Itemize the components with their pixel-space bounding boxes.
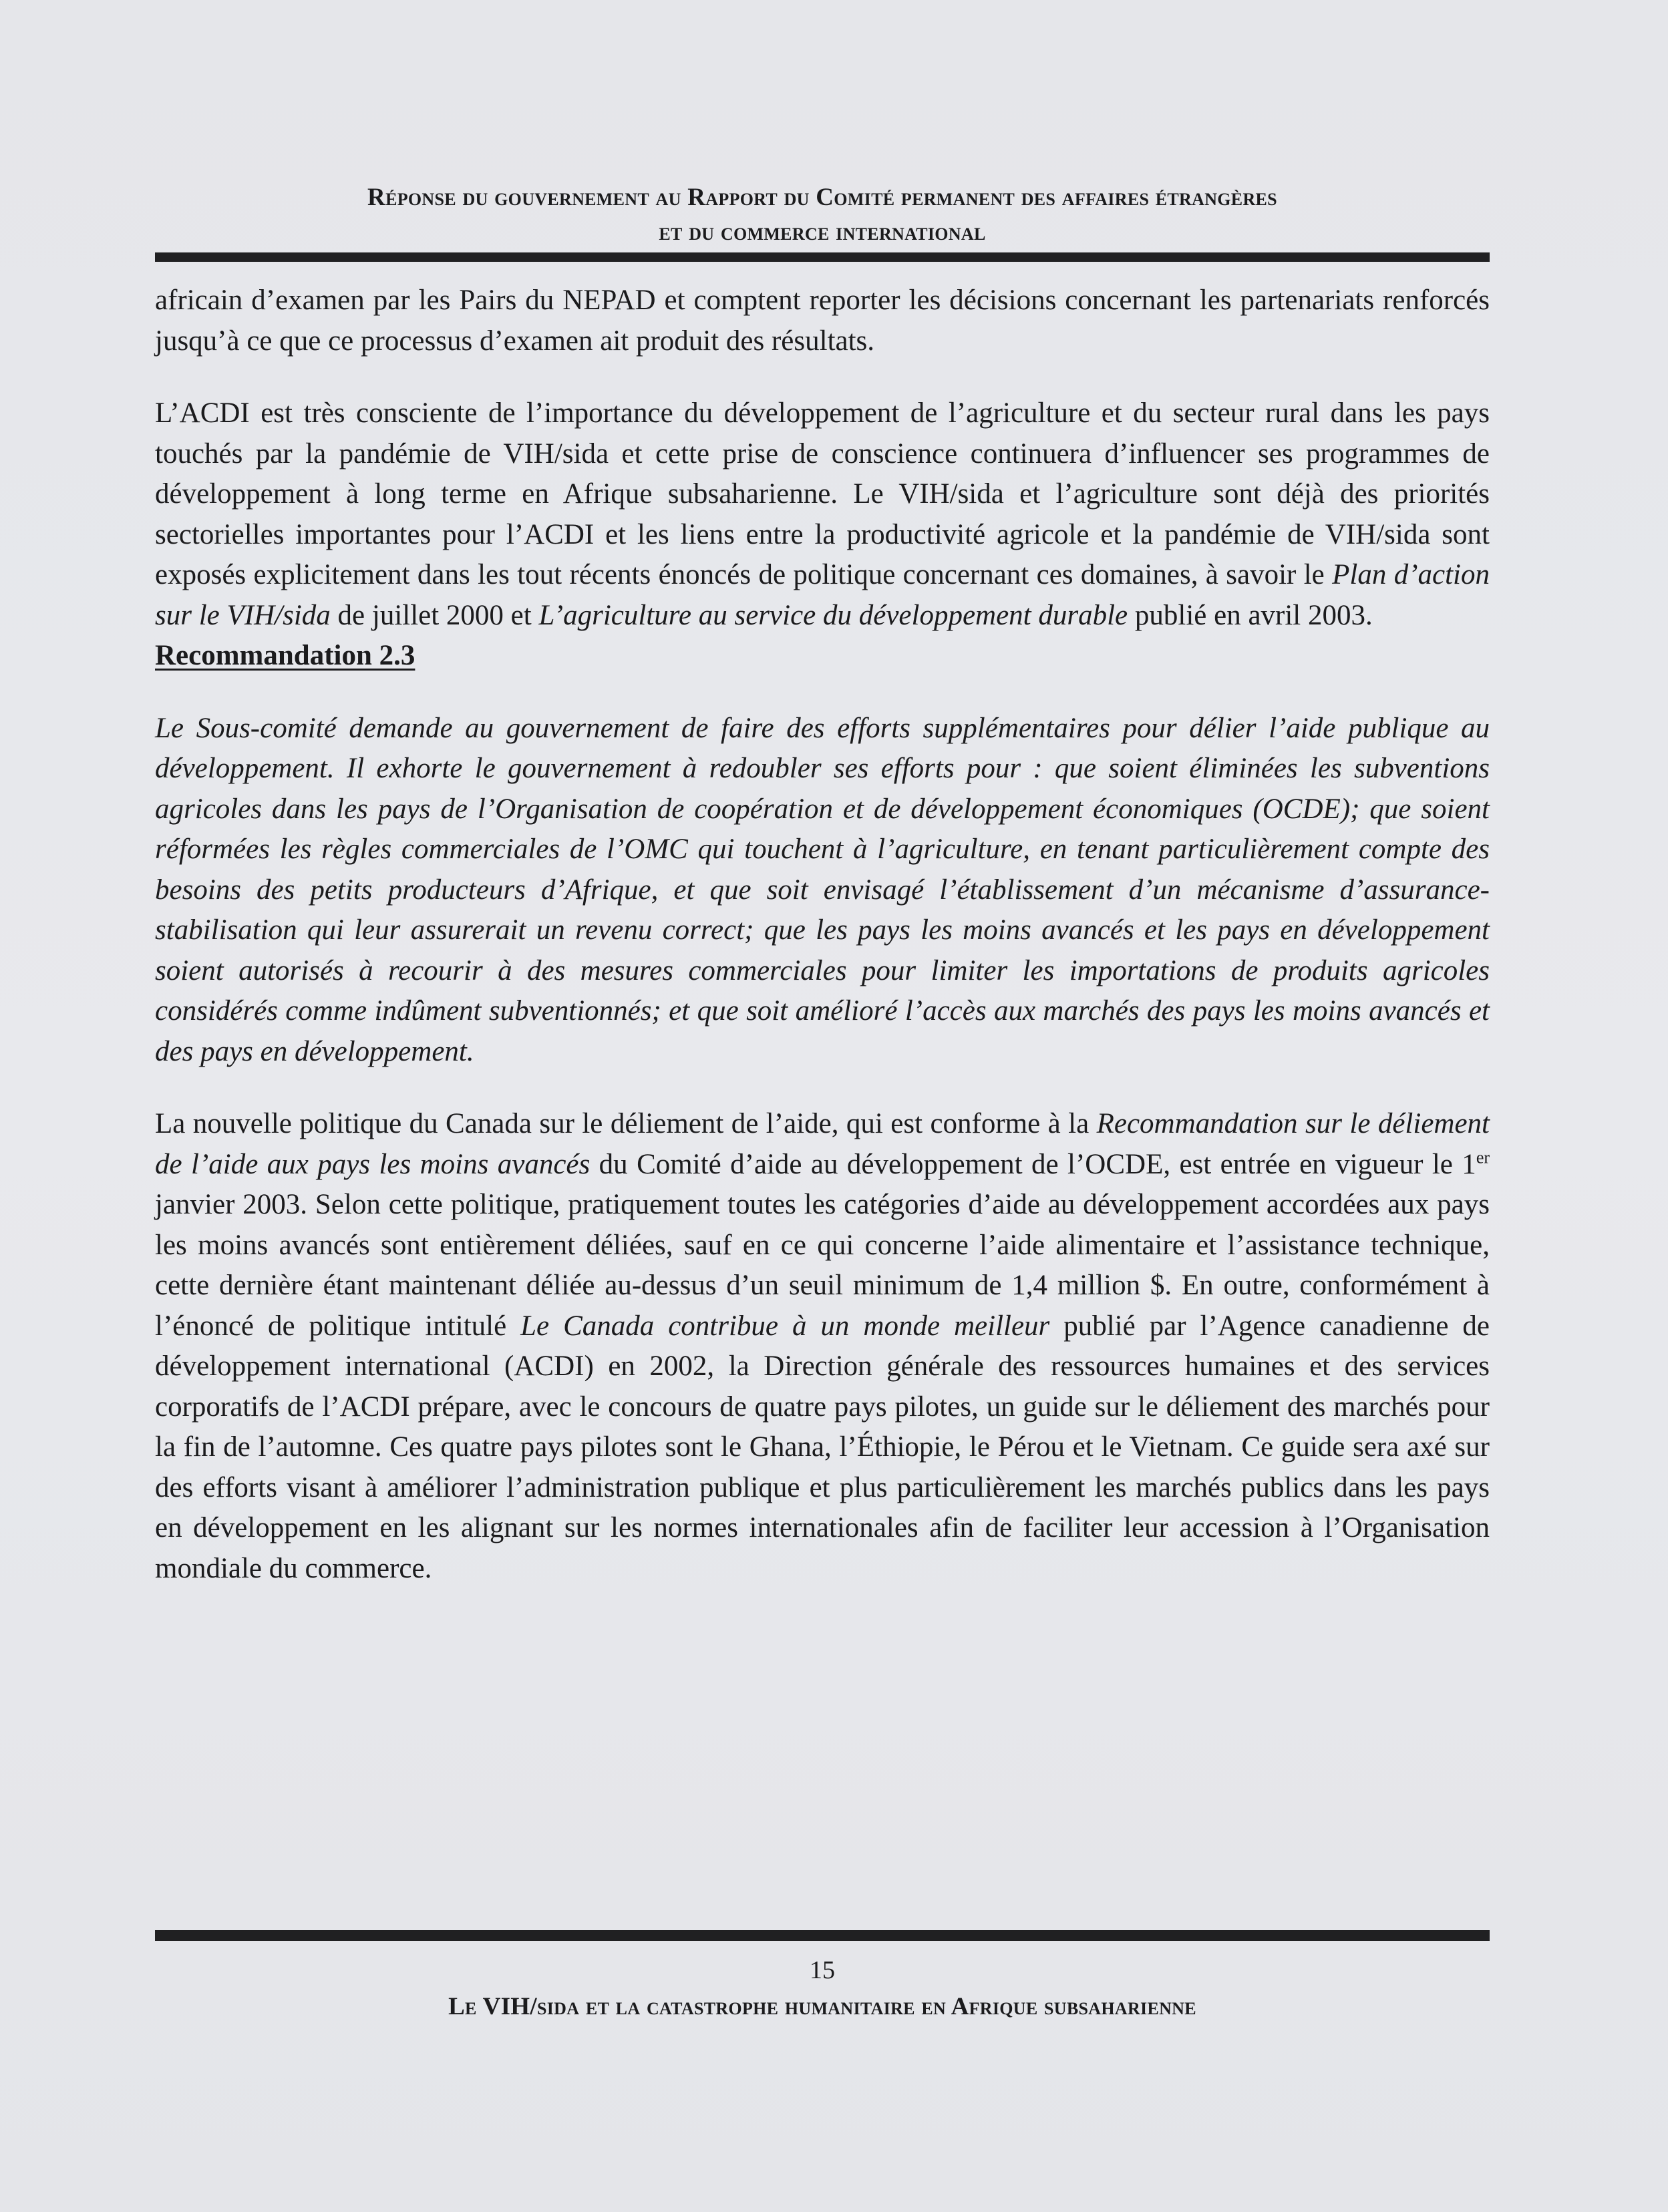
text-run: publié en avril 2003. xyxy=(1128,599,1373,631)
text-run: de juillet 2000 et xyxy=(330,599,539,631)
running-header xyxy=(155,180,1490,250)
text-run: publié par l’Agence canadienne de développement international (ACDI) en 2002, la Direction générale des ressources humaines et des services corporatifs de l’ACDI prépare, avec le concours de quatre pays pilotes, un guide sur le déliement des marchés pour la fin de l’automne. Ces quatre pays pilotes sont le Ghana, l’Éthiopie, le Pérou et le Vietnam. Ce guide sera axé sur des efforts visant à améliorer l’administration publique et plus particulièrement les marchés publics dans les pays en développement en les alignant sur les normes internationales afin de faciliter leur accession à l’Organisation mondiale du commerce. xyxy=(155,1310,1490,1584)
text-run: du Comité d’aide au développement de l’OCDE, est entrée en vigueur le 1 xyxy=(590,1148,1476,1180)
italic-title-canada: Le Canada contribue à un monde meilleur xyxy=(520,1310,1050,1342)
header-line-2: et du commerce international xyxy=(659,218,986,246)
superscript-er: er xyxy=(1476,1147,1490,1167)
header-line-1: Réponse du gouvernement au Rapport du Comité permanent des affaires étrangères xyxy=(367,184,1277,211)
paragraph-continuation: africain d’examen par les Pairs du NEPAD et comptent reporter les décisions concernant les partenariats renforcés jusqu’à ce que ce processus d’examen ait produit des résultats. xyxy=(155,285,1490,357)
italic-title-agriculture: L’agriculture au service du développement durable xyxy=(538,599,1128,631)
italic-title-plan-action: Plan d’action sur le VIH/sida xyxy=(155,559,1490,631)
text-run: La nouvelle politique du Canada sur le déliement de l’aide, qui est conforme à la xyxy=(155,1108,1097,1139)
footer-rule xyxy=(155,1930,1490,1941)
recommendation-text: Le Sous-comité demande au gouvernement de faire des efforts supplémentaires pour délier l’aide publique au développement. Il exhorte le gouvernement à redoubler ses efforts pour : que soient éliminées les subventions agricoles dans les pays de l’Organisation de coopération et de développement économiques (OCDE); que soient réformées les règles commerciales de l’OMC qui touchent à l’agriculture, en tenant particulièrement compte des besoins des petits producteurs d’Afrique, et que soit envisagé l’établissement d’un mécanisme d’assurance-stabilisation qui leur assurerait un revenu correct; que les pays les moins avancés et les pays en développement soient autorisés à recourir à des mesures commerciales pour limiter les importations de produits agricoles considérés comme indûment subventionnés; et que soit amélioré l’accès aux marchés des pays les moins avancés et des pays en développement. xyxy=(155,712,1490,1067)
paragraph-canada-policy xyxy=(155,1104,1490,1589)
section-heading: Recommandation 2.3 xyxy=(155,640,415,671)
text-run: janvier 2003. Selon cette politique, pratiquement toutes les catégories d’aide au développement accordées aux pays les moins avancés sont entièrement déliées, sauf en ce qui concerne l’aide alimentaire et l’assistance technique, cette dernière étant maintenant déliée au-dessus d’un seuil minimum de 1,4 million $. En outre, conformément à l’énoncé de politique intitulé xyxy=(155,1189,1490,1342)
page-number: 15 xyxy=(810,1956,835,1984)
header-rule xyxy=(155,252,1490,262)
text-run: L’ACDI est très consciente de l’importance du développement de l’agriculture et du secteur rural dans les pays touchés par la pandémie de VIH/sida et cette prise de conscience continuera d’influencer ses programmes de développement à long terme en Afrique subsaharienne. Le VIH/sida et l’agriculture sont déjà des priorités sectorielles importantes pour l’ACDI et les liens entre la productivité agricole et la pandémie de VIH/sida sont exposés explicitement dans les tout récents énoncés de politique concernant ces domaines, à savoir le xyxy=(155,397,1490,590)
body-text xyxy=(155,281,1490,1589)
paragraph-acdi-agriculture xyxy=(155,393,1490,636)
italic-title-recommandation: Recommandation sur le déliement de l’aide aux pays les moins avancés xyxy=(155,1108,1490,1180)
running-footer: Le VIH/sida et la catastrophe humanitaire en Afrique subsaharienne xyxy=(448,1993,1196,2020)
